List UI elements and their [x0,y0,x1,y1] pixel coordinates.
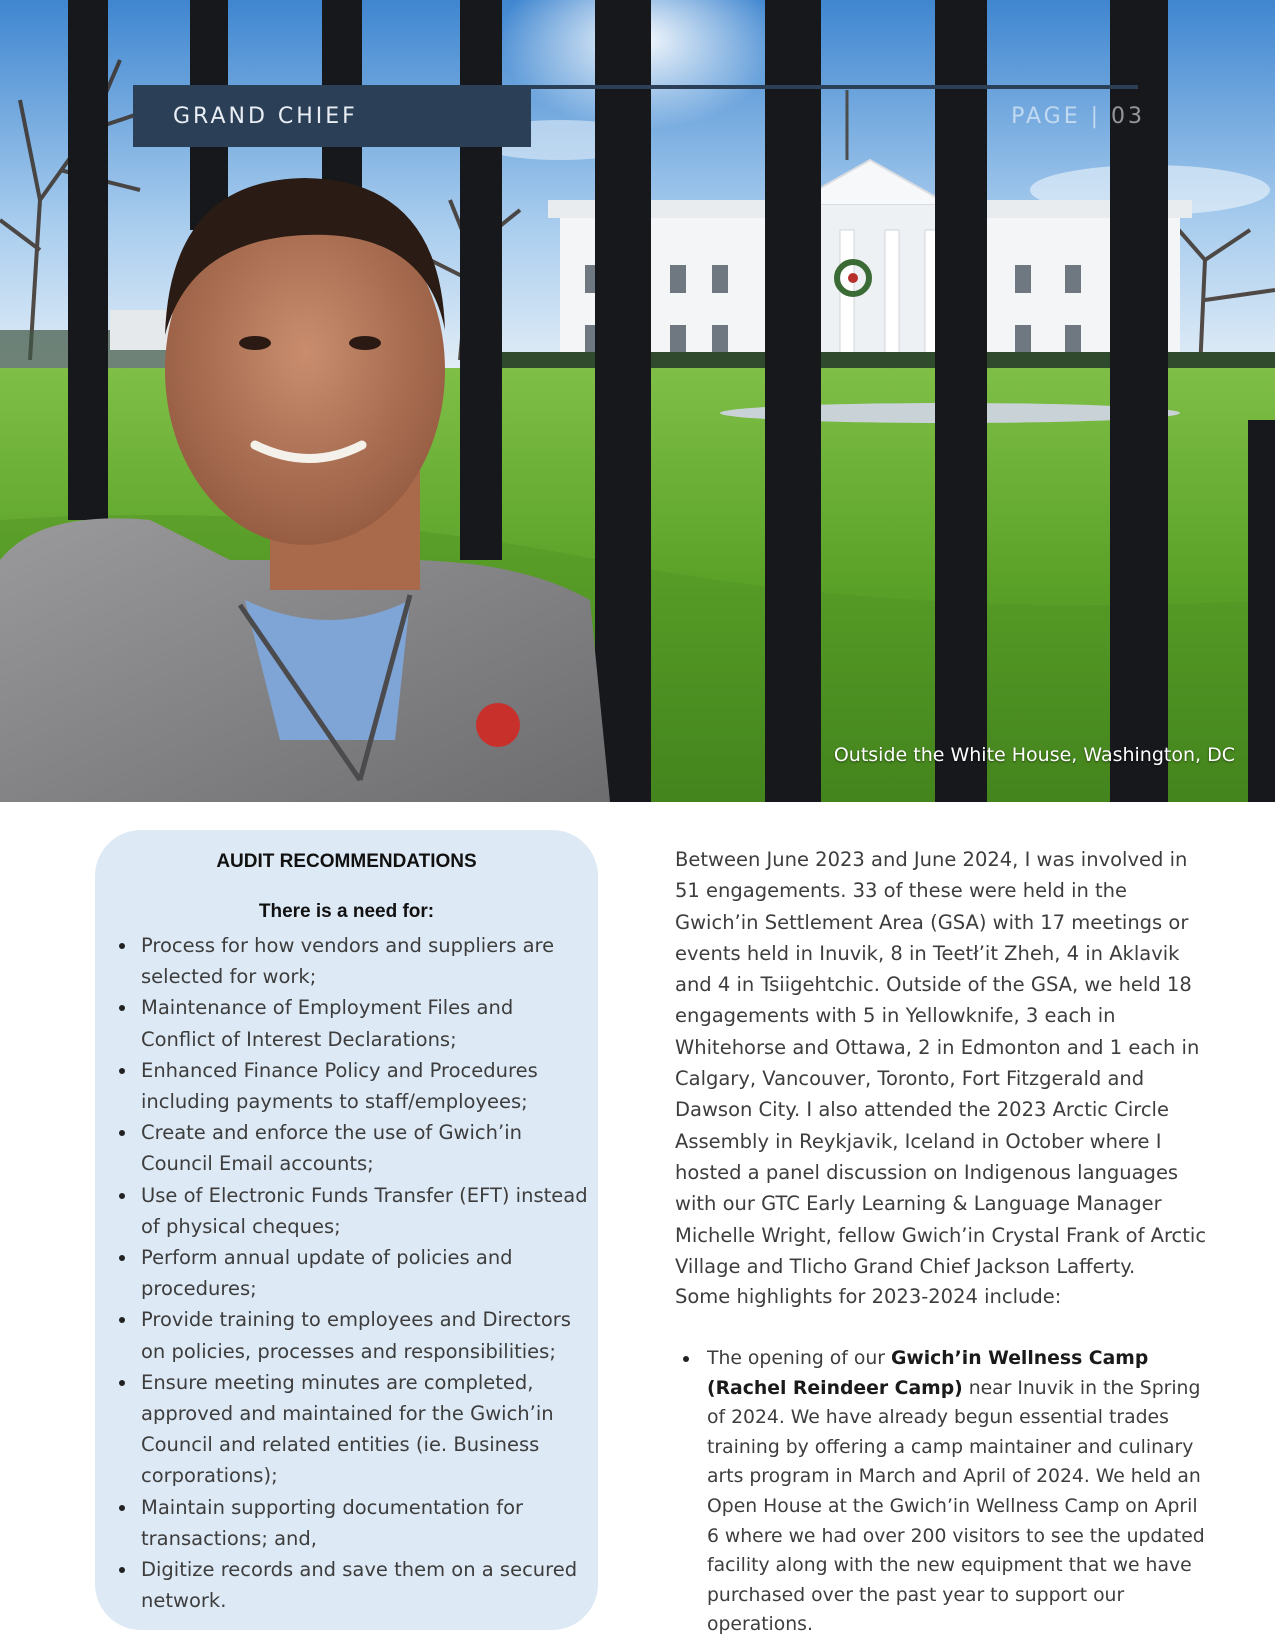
audit-list [118,930,588,1616]
engagements-paragraph: Between June 2023 and June 2024, I was involved in 51 engagements. 33 of these were held in the Gwich’in Settlement Area (GSA) with 17 meetings or events held in Inuvik, 8 in Teetł’it Zheh, 4 in Aklavik and 4 in Tsiigehtchic. Outside of the GSA, we held 18 engagements with 5 in Yellowknife, 3 each in Whitehorse and Ottawa, 2 in Edmonton and 1 each in Calgary, Vancouver, Toronto, Fort Fitzgerald and Dawson City. I also attended the 2023 Arctic Circle Assembly in Reykjavik, Iceland in October where I hosted a panel discussion on Indigenous languages with our GTC Early Learning & Language Manager Michelle Wright, fellow Gwich’in Crystal Frank of Arctic Village and Tlicho Grand Chief Jackson Lafferty. [675,848,1207,1278]
audit-item: Perform annual update of policies and procedures; [118,1242,588,1304]
highlights-list [683,1344,1213,1640]
section-title: GRAND CHIEF [173,103,358,129]
header-tab [133,85,531,147]
audit-item: Maintain supporting documentation for transactions; and, [118,1492,588,1554]
audit-recommendations-panel [95,830,598,1630]
highlight-bold-name: Gwich’in Wellness Camp (Rachel Reindeer Camp) [707,1348,1149,1399]
photo-caption: Outside the White House, Washington, DC [833,744,1235,766]
audit-item: Digitize records and save them on a secured network. [118,1554,588,1616]
highlights-intro: Some highlights for 2023-2024 include: [675,1285,1062,1308]
audit-subtitle: There is a need for: [258,901,435,922]
hero-photo [0,0,1275,802]
highlight-prefix: The opening of our [707,1348,891,1369]
audit-item: Enhanced Finance Policy and Procedures including payments to staff/employees; [118,1055,588,1117]
highlight-body: near Inuvik in the Spring of 2024. We have already begun essential trades training by offering a camp maintainer and culinary arts program in March and April of 2024. We held an Open House at the Gwich’in Wellness Camp on April 6 where we had over 200 visitors to see the updated facility along with the new equipment that we have purchased over the past year to support our operations. [707,1377,1205,1636]
audit-item: Create and enforce the use of Gwich’in Council Email accounts; [118,1117,588,1179]
audit-item: Process for how vendors and suppliers are selected for work; [118,930,588,992]
highlight-item [683,1344,1213,1640]
audit-item: Ensure meeting minutes are completed, approved and maintained for the Gwich’in Council and related entities (ie. Business corporations); [118,1367,588,1492]
audit-item: Provide training to employees and Directors on policies, processes and responsibilities; [118,1304,588,1366]
page-number: PAGE | 03 [1011,104,1145,129]
audit-item: Maintenance of Employment Files and Conflict of Interest Declarations; [118,992,588,1054]
engagements-section [675,844,1215,1282]
audit-title: AUDIT RECOMMENDATIONS [216,851,477,872]
audit-item: Use of Electronic Funds Transfer (EFT) instead of physical cheques; [118,1180,588,1242]
